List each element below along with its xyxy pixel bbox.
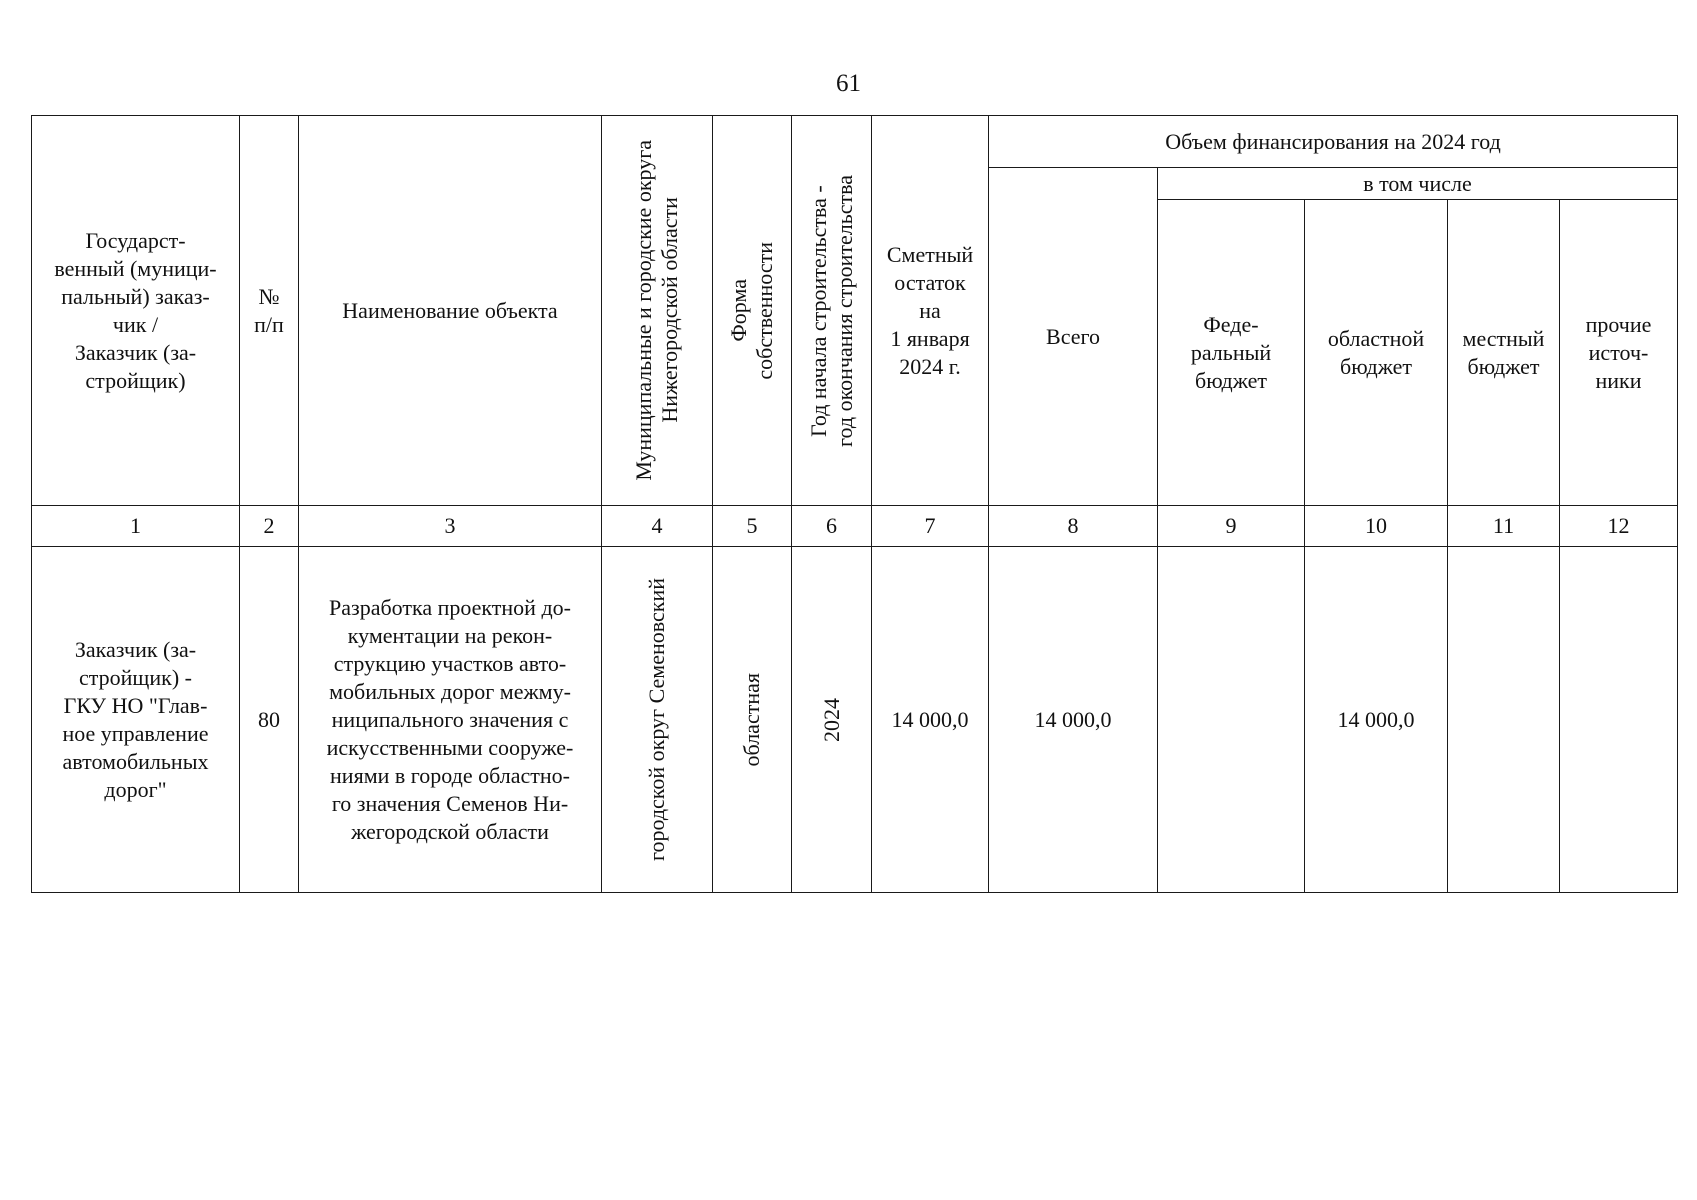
header-other (1560, 200, 1678, 506)
financing-table (31, 115, 1678, 893)
cell-ownership (713, 547, 792, 893)
column-number: 12 (1560, 506, 1678, 547)
cell-ownership-text: областная (739, 672, 764, 767)
column-number: 7 (872, 506, 989, 547)
header-customer-text: Государст- венный (муници- пальный) заказ- чик / Заказчик (за- стройщик) (54, 227, 217, 393)
header-municipality (602, 116, 713, 506)
header-including: в том числе (1158, 168, 1678, 200)
column-number-row (32, 506, 1678, 547)
cell-other (1560, 547, 1678, 893)
page-number: 61 (836, 70, 861, 97)
header-federal (1158, 200, 1305, 506)
header-regional-text: областной бюджет (1327, 325, 1425, 379)
cell-estimate-balance: 14 000,0 (872, 547, 989, 893)
header-estimate-balance-text: Сметный остаток на 1 января 2024 г. (886, 241, 974, 379)
header-total: Всего (989, 168, 1158, 506)
column-number: 11 (1448, 506, 1560, 547)
cell-number: 80 (240, 547, 299, 893)
column-number: 8 (989, 506, 1158, 547)
header-years-text: Год начала строительства - год окончания строительства (805, 174, 857, 447)
header-object-name (299, 116, 602, 506)
header-municipality-text: Муниципальные и городские округа Нижегородской области (631, 140, 682, 481)
cell-municipality-text: городской округ Семеновский (644, 578, 669, 861)
table-row (32, 547, 1678, 893)
cell-local (1448, 547, 1560, 893)
cell-customer (32, 547, 240, 893)
cell-years-text: 2024 (818, 697, 844, 742)
header-years (792, 116, 872, 506)
column-number: 5 (713, 506, 792, 547)
header-regional (1305, 200, 1448, 506)
header-funding-volume: Объем финансирования на 2024 год (989, 116, 1678, 168)
column-number: 4 (602, 506, 713, 547)
header-local-text: местный бюджет (1462, 325, 1545, 379)
cell-total: 14 000,0 (989, 547, 1158, 893)
header-ownership-text: Форма собственности (726, 241, 777, 380)
column-number: 10 (1305, 506, 1448, 547)
cell-customer-text: Заказчик (за- стройщик) - ГКУ НО "Глав- ное управление автомобильных дорог" (62, 636, 209, 802)
cell-regional: 14 000,0 (1305, 547, 1448, 893)
cell-object-name (299, 547, 602, 893)
column-number: 3 (299, 506, 602, 547)
cell-years (792, 547, 872, 893)
header-number (240, 116, 299, 506)
header-object-name-text: Наименование объекта (342, 297, 558, 323)
cell-object-name-text: Разработка проектной до- кументации на рекон- струкцию участков авто- мобильных дорог межму- ниципального значения с искусственными сооруже- ниями в городе областно- го значения Семенов Ни- жегородской области (326, 594, 574, 844)
header-customer (32, 116, 240, 506)
header-estimate-balance (872, 116, 989, 506)
cell-federal (1158, 547, 1305, 893)
header-ownership (713, 116, 792, 506)
header-other-text: прочие источ- ники (1585, 311, 1652, 393)
header-federal-text: Феде- ральный бюджет (1190, 311, 1272, 393)
column-number: 1 (32, 506, 240, 547)
header-number-text: № п/п (254, 283, 284, 337)
column-number: 2 (240, 506, 299, 547)
header-local (1448, 200, 1560, 506)
column-number: 9 (1158, 506, 1305, 547)
cell-municipality (602, 547, 713, 893)
column-number: 6 (792, 506, 872, 547)
